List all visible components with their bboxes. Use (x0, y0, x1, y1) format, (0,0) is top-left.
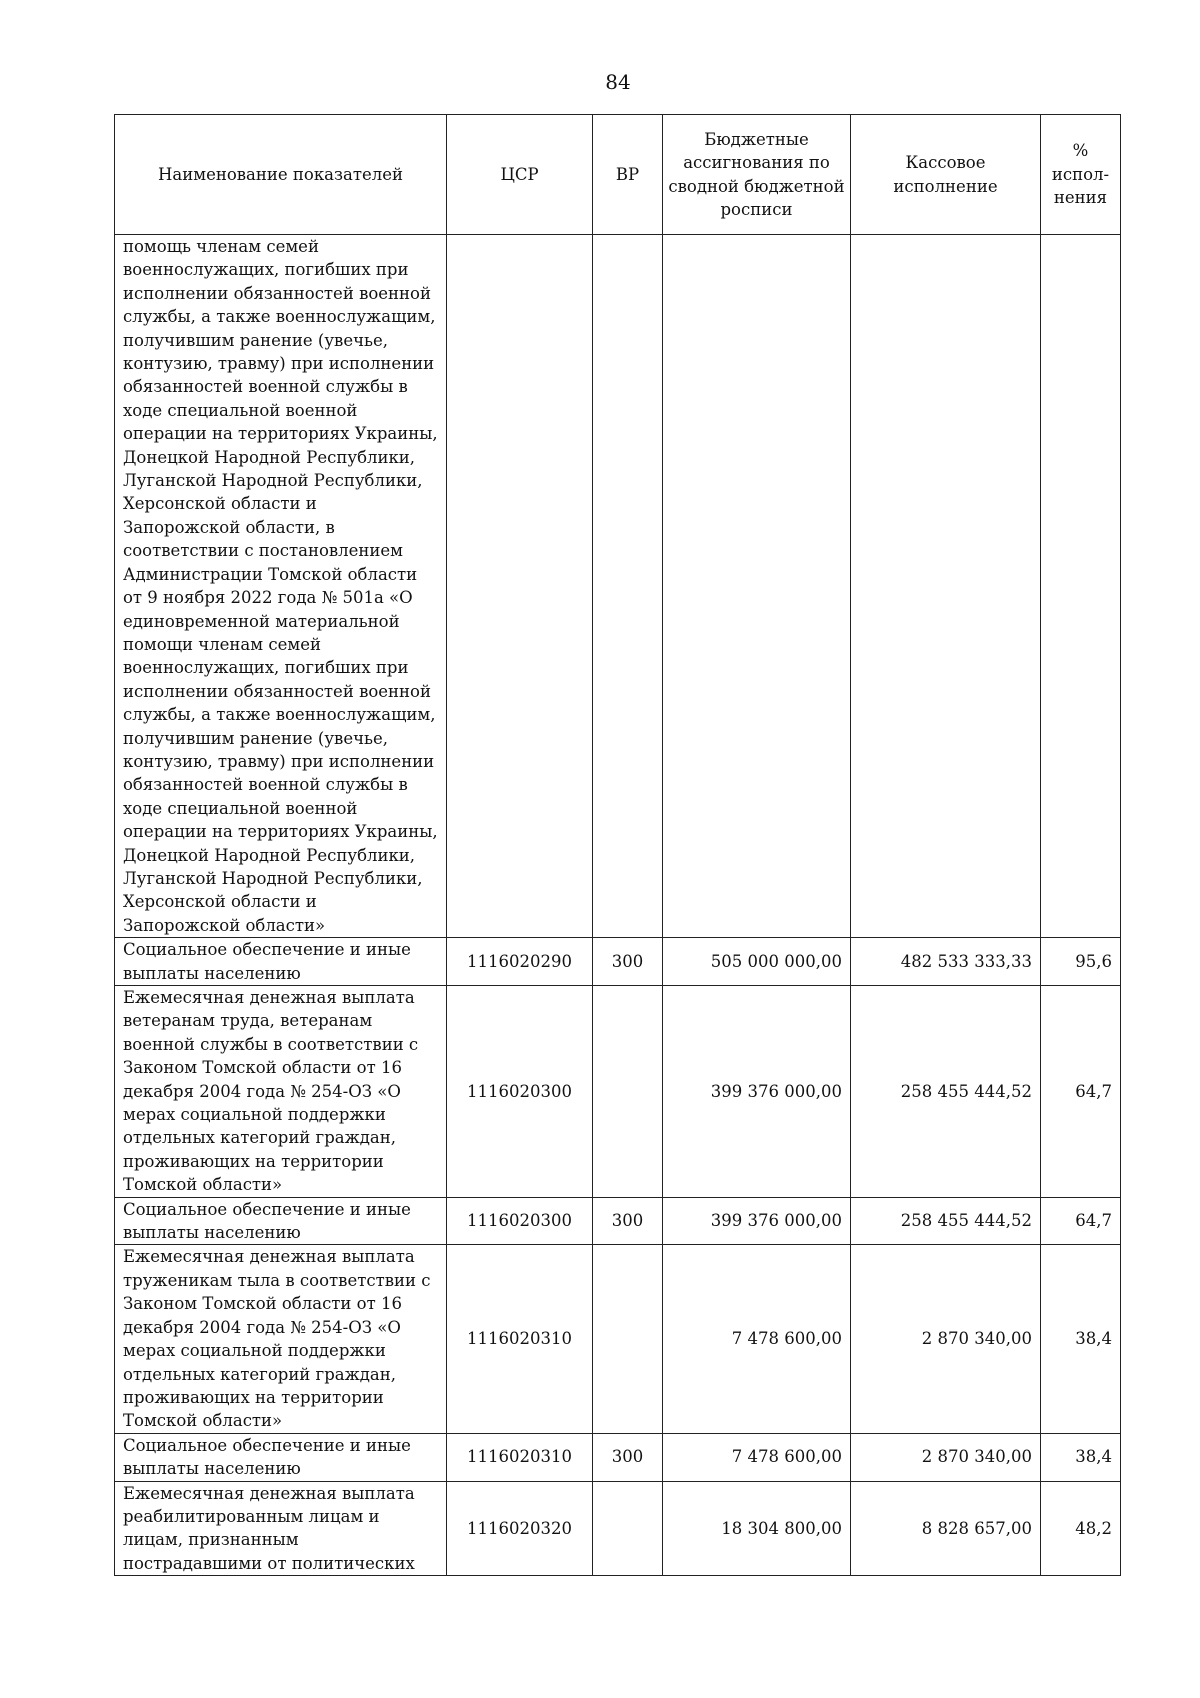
header-budget: Бюджетные ассигнования по сводной бюджетной росписи (663, 115, 851, 235)
row-name: Ежемесячная денежная выплата труженикам тыла в соответствии с Законом Томской области от 16 декабря 2004 года № 254-ОЗ «О мерах социальной поддержки отдельных категорий граждан, проживающих на территории Томской области» (115, 1245, 447, 1433)
row-cash: 2 870 340,00 (851, 1433, 1041, 1481)
table-row (115, 235, 1121, 938)
row-vr: 300 (593, 1433, 663, 1481)
row-budget: 399 376 000,00 (663, 1197, 851, 1245)
header-cash: Кассовое исполнение (851, 115, 1041, 235)
row-vr (593, 1245, 663, 1433)
header-percent: % испол-нения (1041, 115, 1121, 235)
table-row (115, 1433, 1121, 1481)
row-csr: 1116020290 (447, 938, 593, 986)
row-percent (1041, 235, 1121, 938)
row-percent: 38,4 (1041, 1245, 1121, 1433)
row-percent: 38,4 (1041, 1433, 1121, 1481)
row-percent: 64,7 (1041, 1197, 1121, 1245)
row-budget: 7 478 600,00 (663, 1433, 851, 1481)
header-vr: ВР (593, 115, 663, 235)
table-row (115, 1481, 1121, 1576)
row-csr: 1116020300 (447, 986, 593, 1198)
table-row (115, 986, 1121, 1198)
header-name: Наименование показателей (115, 115, 447, 235)
row-budget: 18 304 800,00 (663, 1481, 851, 1576)
row-name: Социальное обеспечение и иные выплаты населению (115, 1197, 447, 1245)
row-cash: 258 455 444,52 (851, 1197, 1041, 1245)
row-cash: 8 828 657,00 (851, 1481, 1041, 1576)
page-number: 84 (605, 70, 631, 94)
row-vr (593, 235, 663, 938)
row-cash: 482 533 333,33 (851, 938, 1041, 986)
row-vr (593, 1481, 663, 1576)
row-name: Социальное обеспечение и иные выплаты населению (115, 938, 447, 986)
table-row (115, 938, 1121, 986)
row-cash (851, 235, 1041, 938)
row-percent: 64,7 (1041, 986, 1121, 1198)
row-budget (663, 235, 851, 938)
row-budget: 7 478 600,00 (663, 1245, 851, 1433)
row-csr: 1116020320 (447, 1481, 593, 1576)
row-vr: 300 (593, 938, 663, 986)
row-name: помощь членам семей военнослужащих, погибших при исполнении обязанностей военной службы, а также военнослужащим, получившим ранение (увечье, контузию, травму) при исполнении обязанностей военной службы в ходе специальной военной операции на территориях Украины, Донецкой Народной Республики, Луганской Народной Республики, Херсонской области и Запорожской области, в соответствии с постановлением Администрации Томской области от 9 ноября 2022 года № 501а «О единовременной материальной помощи членам семей военнослужащих, погибших при исполнении обязанностей военной службы, а также военнослужащим, получившим ранение (увечье, контузию, травму) при исполнении обязанностей военной службы в ходе специальной военной операции на территориях Украины, Донецкой Народной Республики, Луганской Народной Республики, Херсонской области и Запорожской области» (115, 235, 447, 938)
row-cash: 2 870 340,00 (851, 1245, 1041, 1433)
row-budget: 399 376 000,00 (663, 986, 851, 1198)
row-name: Ежемесячная денежная выплата реабилитированным лицам и лицам, признанным пострадавшими от политических (115, 1481, 447, 1576)
row-vr (593, 986, 663, 1198)
row-percent: 95,6 (1041, 938, 1121, 986)
row-csr (447, 235, 593, 938)
row-name: Ежемесячная денежная выплата ветеранам труда, ветеранам военной службы в соответствии с Законом Томской области от 16 декабря 2004 года № 254-ОЗ «О мерах социальной поддержки отдельных категорий граждан, проживающих на территории Томской области» (115, 986, 447, 1198)
table-row (115, 1197, 1121, 1245)
row-name: Социальное обеспечение и иные выплаты населению (115, 1433, 447, 1481)
table-row (115, 1245, 1121, 1433)
header-csr: ЦСР (447, 115, 593, 235)
row-vr: 300 (593, 1197, 663, 1245)
row-csr: 1116020310 (447, 1433, 593, 1481)
table-header-row (115, 115, 1121, 235)
row-cash: 258 455 444,52 (851, 986, 1041, 1198)
row-budget: 505 000 000,00 (663, 938, 851, 986)
budget-table (114, 114, 1121, 1576)
row-csr: 1116020310 (447, 1245, 593, 1433)
row-percent: 48,2 (1041, 1481, 1121, 1576)
row-csr: 1116020300 (447, 1197, 593, 1245)
